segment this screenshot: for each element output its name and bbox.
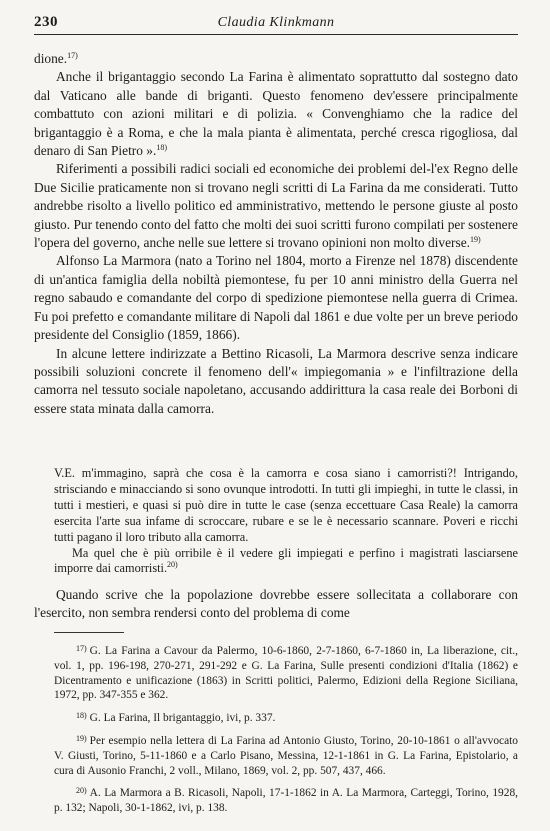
page-number: 230 bbox=[34, 14, 58, 30]
page-header bbox=[34, 14, 518, 35]
block-quote bbox=[54, 466, 518, 577]
footnote-divider bbox=[54, 632, 124, 633]
paragraph: dione.$^{17)}$ bbox=[34, 51, 78, 66]
footnote: $^{19)}$ Per esempio nella lettera di La Farina ad Antonio Giusto, Torino, 20-10-1861 o all'avvocato V. Giusti, Torino, 5-11-1860 e a Carlo Pisano, Messina, 12-1-1861 in G. La Farina, Epistolario, a cura di Ausonio Franchi, 2 voll., Milano, 1869, vol. 2, pp. 507, 437, 466. bbox=[54, 733, 518, 777]
footnote-ref: 20) bbox=[167, 560, 178, 570]
footnote-ref: 18) bbox=[156, 143, 168, 153]
quote-paragraph: V.E. m'immagino, saprà che cosa è la camorra e cosa siano i camorristi?! Intrigando, strisciando e minacciando si sono ovunque introdotti. In tutti gli impieghi, in tutte le classi, in tutti i mestieri, e quasi si può dire in tutte le case (senza eccettuare Casa Reale) la camorra esercita l'arte sua infame di scroccare, rubare e se le è necessario scannare. Poveri e ricchi tutti pagano il loro tributo alla camorra. bbox=[54, 466, 518, 544]
paragraph: Alfonso La Marmora (nato a Torino nel 1804, morto a Firenze nel 1878) discendente di un'antica famiglia della nobiltà piemontese, fu per 10 anni ministro della Guerra nel regno sabaudo e comandante del corpo di spedizione piemontese nella guerra di Crimea. Fu poi prefetto e comandante militare di Napoli dal 1861 e due volte per un breve periodo presidente del Consiglio (1859, 1866). bbox=[34, 253, 518, 343]
paragraph: Quando scrive che la popolazione dovrebbe essere sollecitata a collaborare con l'esercito, non sembra rendersi conto del problema di come bbox=[34, 587, 518, 621]
paragraph: In alcune lettere indirizzate a Bettino Ricasoli, La Marmora descrive senza indicare possibili soluzioni concrete il fenomeno dell'« impiegomania » e l'infiltrazione della camorra nel tessuto sociale napoletano, accusando addirittura la casa reale dei Borboni di essere stata minata dalla camorra. bbox=[34, 345, 518, 416]
running-title: Claudia Klinkmann bbox=[217, 15, 335, 30]
footnote: $^{18)}$ G. La Farina, Il brigantaggio, ivi, p. 337. bbox=[76, 711, 276, 725]
footnote-ref: 19) bbox=[470, 235, 481, 245]
quote-paragraph: Ma quel che è più orribile è il vedere gli impiegati e perfino i magistrati lasciarsene imporre dai camorristi.$^{20)}$ bbox=[54, 545, 518, 576]
footnote: $^{17)}$ G. La Farina a Cavour da Palermo, 10-6-1860, 2-7-1860, 6-7-1860 in, La liberazione, cit., vol. 1, pp. 196-198, 270-271, 291-292 e G. La Farina, Sulle presenti condizioni d'Italia (1862) e Dicentramento e unificazione (1863) in Scritti politici, Palermo, Edizioni della Regione Siciliana, 1972, pp. 347-355 e 362. bbox=[54, 644, 518, 702]
main-text bbox=[34, 50, 518, 418]
paragraph: Anche il brigantaggio secondo La Farina è alimentato soprattutto dal sostegno dato dal Vaticano alle bande di briganti. Questo fenomeno dev'essere principalmente combattuto con azioni militari e di polizia. « Convenghiamo che la radice del brigantaggio è a Roma, e che la mala pianta è alimentata, perché cresca rigogliosa, dal denaro di San Pietro ».$^{18)}$ bbox=[34, 69, 518, 159]
footnote-ref: 17) bbox=[67, 51, 78, 60]
footnotes bbox=[54, 642, 518, 822]
footnote: $^{20)}$ A. La Marmora a B. Ricasoli, Napoli, 17-1-1862 in A. La Marmora, Carteggi, Torino, 1928, p. 132; Napoli, 30-1-1862, ivi, p. 138. bbox=[54, 786, 518, 815]
paragraph: Riferimenti a possibili radici sociali ed economiche dei problemi del-l'ex Regno delle Due Sicilie praticamente non si trovano negli scritti di La Farina da me considerati. Tutto andrebbe risolto a livello politico ed amministrativo, mettendo le persone giuste al posto giusto. Pur tenendo conto del fatto che molti dei suoi scritti furono compilati per sostenere l'opera del governo, anche nelle sue lettere si trovano opinioni non molto diverse.$^{19)}$ bbox=[34, 161, 518, 251]
closing-text bbox=[34, 586, 518, 623]
